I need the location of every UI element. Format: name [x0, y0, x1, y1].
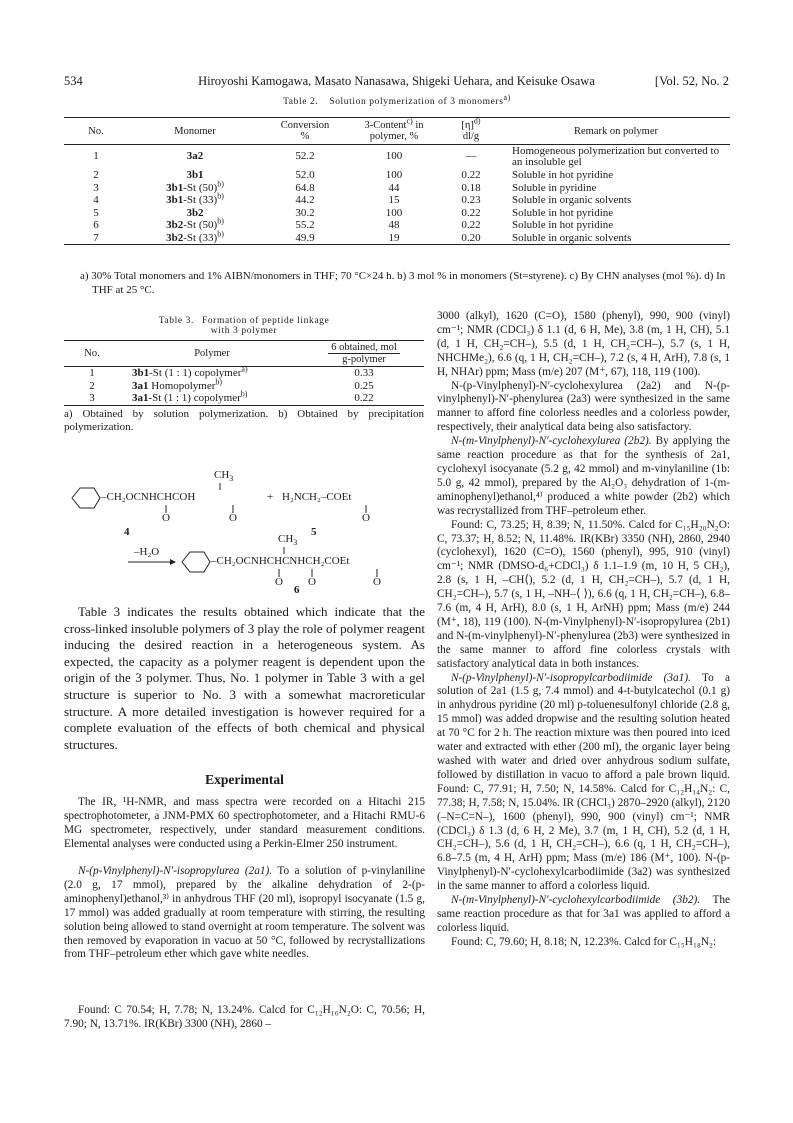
- polymer-type: -St (1 : 1) copolymer: [149, 367, 242, 379]
- compound-label-6: 6: [294, 584, 300, 596]
- discussion-paragraph: Table 3 indicates the results obtained which indicate that the cross-linked insoluble polymers of 3 play the role of polymer reagent inducing the desired reaction in a heterogeneous system. As expected, the capacity as a polymer reagent is dependent upon the origin of the 3 polymer. Thus, No. 1 polymer in Table 3 with a gel structure is superior to No. 3 with a somewhat macroreticular structure. A more detailed investigation is however required for a complete evaluation of the effects of both chemical and physical structures.: [64, 604, 425, 752]
- eta-sup: d): [473, 116, 481, 126]
- table2-cell-eta: 0.22: [461, 169, 481, 181]
- polymer-sup: b): [215, 376, 223, 386]
- table2-cell-monomer: [128, 207, 262, 220]
- table2-label: Table 2.: [283, 97, 319, 107]
- page-number: 534: [64, 74, 83, 88]
- table3-cell-value: 0.25: [354, 379, 374, 392]
- table2-row: [64, 232, 730, 245]
- arrow-label: –H₂O: [134, 546, 160, 558]
- benzene-ring-product: [182, 552, 210, 572]
- table2-title: Solution polymerization of 3 monomers: [329, 97, 504, 107]
- arrowhead: [170, 559, 176, 565]
- table2-cell-conversion: 30.2: [295, 206, 315, 219]
- methyl-label-reactant: [214, 469, 234, 484]
- table3-cell-value: 0.33: [354, 367, 374, 379]
- compound-3b2-paragraph: [437, 894, 730, 936]
- benzene-ring-reactant: [72, 488, 100, 508]
- table2-cell-conversion: 52.0: [295, 169, 315, 181]
- polymer-sup: a): [241, 364, 248, 374]
- compound-3b2-body: The same reaction procedure as that for 3a1 was applied to afford a colorless liquid.: [437, 894, 731, 934]
- table2-row: [64, 194, 730, 207]
- table3-header-polymer: Polymer: [120, 341, 304, 367]
- table3-cell-polymer: [120, 376, 304, 393]
- eta-label: [η]: [461, 120, 474, 131]
- compound-2a1-paragraph: [64, 865, 425, 962]
- oxygen-label: O: [229, 512, 237, 524]
- monomer-code: 3b2: [186, 206, 204, 219]
- table2-cell-remark: Homogeneous polymerization but converted to an insoluble gel: [512, 144, 720, 168]
- table2-header-remark: Remark on polymer: [574, 125, 658, 137]
- table2-cell-no: 2: [93, 169, 99, 181]
- table3-header-no: No.: [64, 341, 120, 367]
- table3-block: [64, 316, 424, 435]
- compound-label-4: 4: [124, 526, 130, 538]
- exp-intro-paragraph: The IR, ¹H-NMR, and mass spectra were recorded on a Hitachi 215 spectrophotometer, a JNM-PMX 60 spectrophotometer, and a Hitachi RMU-6 MG spectrometer, respectively, under standard measurement conditions. Elemental analyses were conducted using a Perkin-Elmer 250 instrument.: [64, 796, 425, 850]
- table2-cell-content: 100: [385, 206, 403, 219]
- table2-cell-eta: 0.23: [461, 194, 481, 206]
- compound-3a1-title: N-(p-Vinylphenyl)-N′-isopropylcarbodiimide (3a1).: [451, 671, 691, 684]
- methyl-sub-reactant: 3: [229, 474, 234, 484]
- content-sup: c): [406, 116, 413, 126]
- monomer-sup: b): [217, 178, 224, 188]
- polymer-code: 3a1: [132, 379, 149, 392]
- conversion-unit: %: [300, 131, 310, 142]
- table2-row: [64, 219, 730, 232]
- compound-2b2-analysis: Found: C, 73.25; H, 8.39; N, 11.50%. Calcd for C₁₅H₂₀N₂O: C, 73.37; H, 8.52; N, 11.48%. IR(KBr) 3350 (NH), 2860, 2940 (cyclohexyl), 1620 (C=O), 1560 (phenyl), 995, 910 (vinyl) cm⁻¹; NMR (DMSO-d₆+CDCl₃) δ 1.1–1.9 (m, 10 H, 5 CH₂), 2.8 (s, 1 H, –CH⟨), 5.2 (d, 1 H, CH₂=CH–), 5.7 (d, 1 H, CH₂=CH–), 5.7 (s, 1 H, –NH–⟨ ⟩), 6.6 (q, 1 H, CH₂=CH–), 6.8–7.6 (m, 4 H, ArH), 8.0 (s, 1 H, ArNH) ppm; Mass (m/e) 244 (M⁺, 18), 119 (100). N-(m-Vinylphenyl)-N′-isopropylurea (2b1) and N-(m-vinylphenyl)-N′-phenylurea (2b3) were synthesized in the same manner to afford fine colorless crystals with satisfactory analytical data in both instances.: [437, 518, 730, 670]
- table2-cell-content: 100: [385, 169, 403, 181]
- oxygen-label: O: [275, 576, 283, 588]
- table2-cell-remark: Soluble in pyridine: [512, 181, 597, 194]
- table2-cell-remark: Soluble in organic solvents: [512, 194, 632, 206]
- table3-caption: [64, 316, 424, 336]
- reagent-glycine-ester: H₂NCH₂–COEt: [282, 491, 352, 503]
- table3-cell-polymer: [120, 389, 304, 405]
- compound-2b2-paragraph: [437, 435, 730, 518]
- table3-cell-no: 2: [89, 379, 95, 392]
- table2-cell-monomer: [128, 178, 262, 195]
- reaction-scheme: [64, 466, 424, 598]
- monomer-code: 3b1: [166, 194, 184, 206]
- compound-3b2-title: N-(m-Vinylphenyl)-N′-cyclohexylcarbodiimide (3b2).: [451, 894, 701, 907]
- compound-label-5: 5: [311, 526, 317, 538]
- oxygen-label: O: [162, 512, 170, 524]
- monomer-code: 3b1: [186, 169, 204, 181]
- table2-header-no: No.: [88, 125, 104, 137]
- table3-header-obtained: [304, 341, 424, 367]
- methyl-label-product: [278, 533, 298, 548]
- content-unit: polymer, %: [369, 131, 419, 142]
- table3-row: [64, 392, 424, 405]
- methyl-text-product: CH: [278, 533, 294, 545]
- table2-cell-no: 1: [93, 150, 99, 163]
- table3-cell-no: 1: [89, 367, 95, 379]
- table2-header-conversion: [262, 118, 348, 145]
- table3-title-2: with 3 polymer: [210, 326, 278, 336]
- monomer-sup: b): [217, 216, 224, 226]
- compound-2a1-title: N-(p-Vinylphenyl)-N′-isopropylurea (2a1).: [78, 865, 273, 877]
- product-chain: –CH₂OCNHCHCNHCH₂COEt: [211, 555, 350, 567]
- table2-cell-eta: 0.22: [461, 206, 481, 219]
- monomer-copolymer: -St (33): [183, 231, 218, 244]
- table3-header-row: [64, 341, 424, 367]
- methyl-sub-product: 3: [293, 538, 298, 548]
- conversion-label: Conversion: [280, 120, 330, 131]
- monomer-sup: b): [217, 191, 224, 201]
- monomer-sup: b): [217, 228, 224, 238]
- table2-row: [64, 145, 730, 170]
- right-column: [437, 310, 730, 950]
- table2-cell-no: 3: [93, 181, 99, 194]
- table3-caption-line1: [64, 316, 424, 326]
- table2-cell-content: 100: [385, 150, 403, 163]
- table2-cell-content: 44: [388, 181, 400, 194]
- table2-row: [64, 169, 730, 182]
- table2-cell-monomer: [128, 191, 262, 207]
- compound-3a1-body: To a solution of 2a1 (1.5 g, 7.4 mmol) and 4-t-butylcatechol (0.1 g) in anhydrous pyridine (20 ml) p-toluenesulfonyl chloride (2.8 g, 15 mmol) was added dropwise and the resulting solution heated at 70 °C for 2 h. The reaction mixture was then poured into iced water and extracted with ether (200 ml), the organic layer being washed with water and dried over anhydrous sodium sulfate, followed by distillation in vacuo to afford a pale brown liquid. Found: C, 77.91; H, 7.50; N, 14.58%. Calcd for C₁₂H₁₄N₂: C, 77.38; H, 7.58; N, 15.04%. IR (CHCl₃) 2870–2920 (alkyl), 2120 (–N=C=N–), 1600 (phenyl), 990, 900 (vinyl) cm⁻¹; NMR (CDCl₃) δ 1.3 (d, 6 H, 2 Me), 3.7 (m, 1 H, CH), 5.2 (d, 1 H, CH₂=CH–), 5.6 (d, 1 H, CH₂=CH–), 6.6 (q, 1 H, CH₂=CH–), 6.8–7.5 (m, 4 H, ArH) ppm; Mass (m/e) 186 (M⁺, 100). N-(p-Vinylphenyl)-N′-cyclohexylcarbodiimide (3a2) was synthesized in the same manner to afford a colorless liquid.: [437, 671, 730, 893]
- compound-2a1-analysis: Found: C 70.54; H, 7.78; N, 13.24%. Calcd for C₁₂H₁₆N₂O: C, 70.56; H, 7.90; N, 13.71%. IR(KBr) 3300 (NH), 2860 –: [64, 1004, 425, 1030]
- reactant-chain: –CH₂OCNHCHCOH: [101, 491, 196, 503]
- oxygen-label: O: [362, 512, 370, 524]
- monomer-code: 3b1: [166, 181, 184, 194]
- volume-label: [Vol. 52, No. 2: [654, 74, 729, 88]
- compound-2a1-body: To a solution of p-vinylaniline (2.0 g, 17 mmol), prepared by the alkaline dehydration of 2-(p-aminophenyl)ethanol,³⁾ in anhydrous THF (20 ml), isopropyl isocyanate (1.5 g, 17 mmol) was added gradually at room temperature with stirring, the resulting solution being allowed to stand overnight at room temperature. The solvent was then removed by evaporation in vacuo at 50 °C, followed by recrystallizations from THF–petroleum ether which gave white needles.: [64, 865, 425, 961]
- table2-cell-no: 7: [93, 231, 99, 244]
- polymer-type: Homopolymer: [148, 379, 216, 392]
- table2-cell-monomer: [128, 145, 262, 170]
- table2-cell-content: 48: [388, 219, 400, 231]
- table2-row: [64, 207, 730, 220]
- polymer-code: 3b1: [132, 367, 150, 379]
- polymer-type: -St (1 : 1) copolymer: [148, 392, 241, 404]
- compound-3b2-analysis: Found: C, 79.60; H, 8.18; N, 12.23%. Calcd for C₁₅H₁₈N₂:: [451, 935, 717, 948]
- table2-cell-monomer: [128, 169, 262, 182]
- table2-cell-remark: Soluble in hot pyridine: [512, 206, 614, 219]
- experimental-heading: Experimental: [205, 772, 284, 787]
- table3-cell-no: 3: [89, 392, 95, 404]
- table2-cell-eta: 0.22: [461, 219, 481, 231]
- monomer-code: 3b2: [166, 231, 184, 244]
- compound-2b2-body: By applying the same reaction procedure as that for the synthesis of 2a1, cyclohexyl isocyanate (5.2 g, 42 mmol) and m-vinylaniline (1b: 5.0 g, 42 mmol), prepared by the Al₂O₃ dehydration of 1-(m-aminophenyl)ethanol,⁴⁾ produced a white powder (2b2) which was recrystallized from THF–petroleum ether.: [437, 435, 731, 517]
- table2-cell-conversion: 55.2: [295, 219, 315, 231]
- table2-cell-no: 5: [93, 206, 99, 219]
- table2-header-row: [64, 118, 730, 145]
- eta-unit: dl/g: [462, 131, 480, 142]
- table2-cell-eta: 0.18: [461, 181, 481, 194]
- monomer-code: 3b2: [166, 219, 184, 231]
- table2-header-content: [348, 118, 440, 145]
- table2-cell-conversion: 52.2: [295, 150, 315, 163]
- scheme-graphics: [64, 466, 424, 598]
- table3-obtained-label: 6 obtained, mol: [328, 342, 400, 354]
- content-label-tail: in: [412, 120, 424, 131]
- author-line: Hiroyoshi Kamogawa, Masato Nanasawa, Shigeki Uehara, and Keisuke Osawa: [198, 74, 595, 88]
- table2-header-monomer: Monomer: [174, 125, 216, 137]
- table2-cell-content: 19: [388, 231, 400, 244]
- table2-cell-no: 4: [93, 194, 99, 206]
- table2-cell-conversion: 44.2: [295, 194, 315, 206]
- table2-header-eta: [440, 118, 502, 145]
- table2-footnote: a) 30% Total monomers and 1% AIBN/monomers in THF; 70 °C×24 h. b) 3 mol % in monomers (St=styrene). c) By CHN analyses (mol %). d) In THF at 25 °C.: [80, 270, 726, 296]
- table2-cell-no: 6: [93, 219, 99, 231]
- table2-cell-monomer: [128, 228, 262, 245]
- table2-cell-remark: Soluble in hot pyridine: [512, 219, 614, 231]
- table2: [64, 117, 730, 245]
- table2-cell-conversion: 64.8: [295, 181, 315, 194]
- oxygen-label: O: [308, 576, 316, 588]
- compound-3a1-paragraph: [437, 672, 730, 895]
- compound-2b2-title: N-(m-Vinylphenyl)-N′-cyclohexylurea (2b2).: [451, 435, 652, 448]
- table2-cell-eta: 0.20: [461, 231, 481, 244]
- compound-2a1-spectra: 3000 (alkyl), 1620 (C=O), 1580 (phenyl), 990, 900 (vinyl) cm⁻¹; NMR (CDCl₃) δ 1.1 (d, 6 H, Me), 3.8 (m, 1 H, CH), 5.1 (d, 1 H, CH₂=CH–), 5.5 (d, 1 H, CH₂=CH–), 5.7 (s, 1 H, NHCHMe₂), 6.6 (q, 1 H, CH₂=CH–), 7.2 (s, 4 H, ArH), 7.8 (s, 1 H, NHAr) ppm; Mass (m/e) 207 (M⁺, 67), 118, 119 (100).: [437, 310, 730, 378]
- table2-cell-conversion: 49.9: [295, 231, 315, 244]
- monomer-copolymer: -St (50): [183, 181, 218, 194]
- table2-caption: [64, 92, 730, 107]
- content-label: 3-Content: [364, 120, 407, 131]
- monomer-code: 3a2: [186, 150, 204, 163]
- table2-row: [64, 182, 730, 195]
- table3-obtained-unit: g-polymer: [342, 354, 386, 365]
- table2-cell-monomer: [128, 216, 262, 232]
- table2-cell-remark: Soluble in hot pyridine: [512, 169, 614, 181]
- table2-cell-remark: Soluble in organic solvents: [512, 231, 632, 244]
- oxygen-label: O: [373, 576, 381, 588]
- table2-caption-sup: a): [503, 92, 511, 102]
- monomer-copolymer: -St (33): [183, 194, 218, 206]
- table3-row: [64, 367, 424, 380]
- table2-cell-eta: —: [465, 150, 477, 163]
- polymer-code: 3a1: [132, 392, 149, 404]
- table3-cell-value: 0.22: [354, 392, 374, 404]
- plus-sign: +: [267, 491, 274, 503]
- table3-title-1: Formation of peptide linkage: [201, 316, 330, 326]
- monomer-copolymer: -St (50): [183, 219, 218, 231]
- compounds-2a2-2a3-paragraph: N-(p-Vinylphenyl)-N′-cyclohexylurea (2a2) and N-(p-vinylphenyl)-N′-phenylurea (2a3) were synthesized in the same manner to afford fine colorless needles and a colorless powder, respectively, their analytical data being also satisfactory.: [437, 379, 730, 434]
- table3-label: Table 3.: [158, 316, 194, 326]
- table3-cell-polymer: [120, 364, 304, 380]
- polymer-sup: b): [240, 389, 248, 399]
- table3: [64, 340, 424, 406]
- table2-cell-content: 15: [388, 194, 400, 206]
- running-header: [64, 74, 729, 90]
- methyl-text-reactant: CH: [214, 469, 230, 481]
- table3-footnote: a) Obtained by solution polymerization. b) Obtained by precipitation polymerization.: [64, 407, 424, 433]
